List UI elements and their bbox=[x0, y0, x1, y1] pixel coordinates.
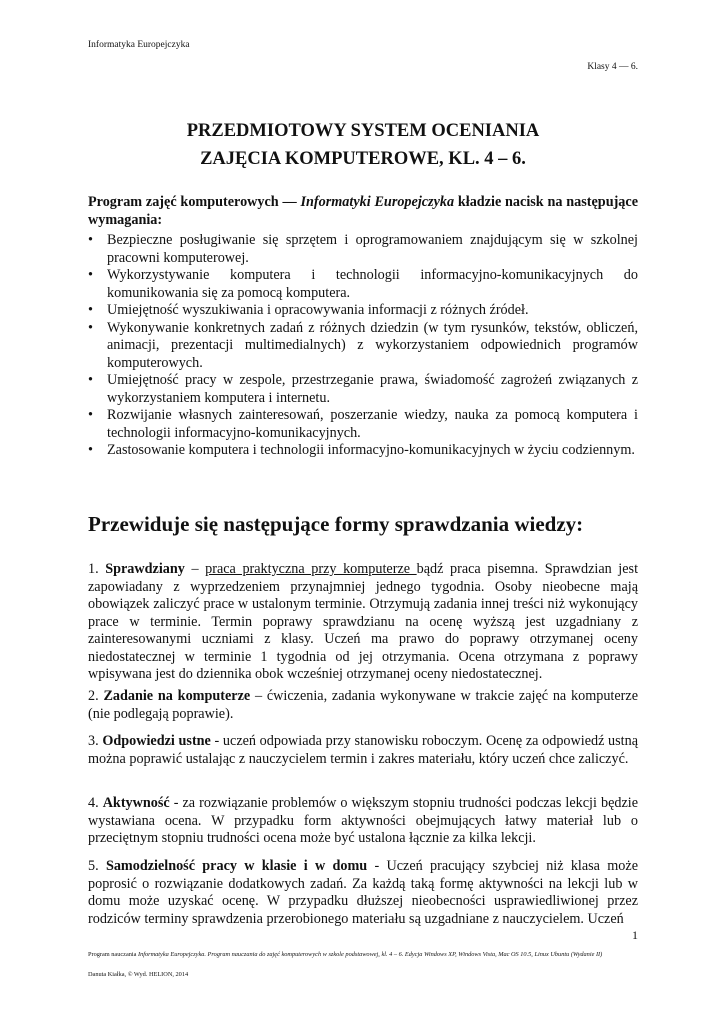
section-heading: Przewiduje się następujące formy sprawdzania wiedzy: bbox=[88, 512, 584, 536]
list-item-text: Bezpieczne posługiwanie się sprzętem i oprogramowaniem znajdującym się w szkolnej pracowni komputerowej. bbox=[107, 232, 638, 266]
document-title: PRZEDMIOTOWY SYSTEM OCENIANIA bbox=[186, 121, 540, 141]
form-number: 1. bbox=[88, 561, 106, 577]
intro-text-a: Program zajęć komputerowych — bbox=[88, 194, 301, 210]
requirements-list bbox=[88, 232, 638, 460]
form-emphasis: praca praktyczna przy komputerze bbox=[205, 561, 417, 577]
form-number: 4. bbox=[88, 795, 103, 811]
bullet-icon: • bbox=[88, 442, 93, 458]
form-paragraph-independence bbox=[88, 858, 638, 928]
intro-text-b: kładzie nacisk na następujące wymagania: bbox=[88, 194, 638, 228]
form-number: 2. bbox=[88, 688, 104, 704]
form-name: Odpowiedzi ustne bbox=[102, 733, 211, 749]
form-description: - za rozwiązanie problemów o większym stopniu trudności podczas lekcji będzie wystawiana ocena. W przypadku form aktywności obejmujących łatwy materiał lub o przeciętnym stopniu trudności ocena może być ustalona łącznie za kilka lekcji. bbox=[88, 795, 638, 846]
running-header-left: Informatyka Europejczyka bbox=[88, 40, 190, 50]
form-paragraph-tests bbox=[88, 561, 638, 684]
list-item bbox=[88, 267, 638, 302]
page-number: 1 bbox=[632, 928, 638, 942]
form-name: Samodzielność pracy w klasie i w domu bbox=[105, 858, 368, 874]
bullet-icon: • bbox=[88, 267, 93, 283]
list-item bbox=[88, 232, 638, 267]
form-description: - Uczeń pracujący szybciej niż klasa może poprosić o rozwiązanie dodatkowych zadań. Za każdą taką formę aktywności na lekcji lub w domu może uzyskać ocenę. W przypadku dłuższej nieobecności usprawiedliwionej przez rodziców terminy sprawdzenia przerobionego materiału są uzgadniane z nauczycielem. Uczeń bbox=[88, 858, 638, 927]
list-item-text: Rozwijanie własnych zainteresowań, poszerzanie wiedzy, nauka za pomocą komputera i technologii informacyjno-komunikacyjnych. bbox=[107, 407, 638, 441]
footer-source-prefix: Program nauczania bbox=[88, 951, 139, 958]
form-number: 3. bbox=[88, 733, 103, 749]
list-item-text: Wykonywanie konkretnych zadań z różnych dziedzin (w tym rysunków, tekstów, obliczeń, animacji, prezentacji multimedialnych) z wykorzystaniem odpowiednich programów komputerowych. bbox=[107, 319, 638, 371]
form-name: Sprawdziany bbox=[105, 561, 185, 577]
footer-source-title: Informatyka Europejczyka. Program nauczania do zajęć komputerowych w szkole podstawowej, kl. 4 – 6. Edycja Windows XP, Windows Vista, Mac OS 10.5, Linux Ubuntu (Wydanie II) bbox=[138, 951, 603, 958]
requirements-intro bbox=[88, 194, 638, 229]
list-item bbox=[88, 442, 638, 460]
bullet-icon: • bbox=[88, 372, 93, 388]
list-item-text: Wykorzystywanie komputera i technologii informacyjno-komunikacyjnych do komunikowania się za pomocą komputera. bbox=[107, 267, 638, 301]
form-paragraph-oral-answers bbox=[88, 733, 638, 768]
running-header-right: Klasy 4 — 6. bbox=[587, 62, 638, 72]
form-dash: – bbox=[184, 561, 206, 577]
form-description: – ćwiczenia, zadania wykonywane w trakcie zajęć na komputerze (nie podlegają poprawie). bbox=[88, 688, 638, 722]
form-description: bądź praca pisemna. Sprawdzian jest zapowiadany z wyprzedzeniem przynajmniej jednego tygodnia. Osoby nieobecne mają obowiązek zaliczyć prace w ustalonym terminie. Otrzymują zadania innej treści niż wykonujący prace w terminie. Termin poprawy sprawdzianu na ocenę wyższą jest uzgadniany z zainteresowanymi uczniami z klasy. Uczeń ma prawo do poprawy otrzymanej oceny niedostatecznej w terminie 1 tygodnia od jej otrzymania. Ocena otrzymana z poprawy wpisywana jest do dziennika obok wcześniej otrzymanej oceny niedostatecznej. bbox=[88, 561, 639, 682]
form-number: 5. bbox=[88, 858, 106, 874]
list-item bbox=[88, 372, 638, 407]
form-name: Aktywność bbox=[102, 795, 170, 811]
form-description: - uczeń odpowiada przy stanowisku roboczym. Ocenę za odpowiedź ustną można poprawić ustalając z nauczycielem termin i zakres materiału, który uczeń chce zaliczyć. bbox=[88, 733, 639, 767]
footer-copyright: Danuta Kiałka, © Wyd. HELION, 2014 bbox=[88, 971, 189, 978]
bullet-icon: • bbox=[88, 302, 93, 318]
bullet-icon: • bbox=[88, 319, 93, 336]
list-item bbox=[88, 407, 638, 442]
list-item-text: Umiejętność wyszukiwania i opracowywania informacji z różnych źródeł. bbox=[107, 302, 529, 318]
form-paragraph-computer-task bbox=[88, 688, 638, 723]
form-paragraph-activity bbox=[88, 795, 638, 848]
list-item bbox=[88, 302, 638, 320]
footer-source bbox=[88, 951, 602, 958]
list-item-text: Zastosowanie komputera i technologii informacyjno-komunikacyjnych w życiu codziennym. bbox=[107, 442, 635, 458]
list-item-text: Umiejętność pracy w zespole, przestrzeganie prawa, świadomość zagrożeń związanych z wykorzystaniem komputera i internetu. bbox=[107, 372, 638, 406]
document-subtitle: ZAJĘCIA KOMPUTEROWE, KL. 4 – 6. bbox=[200, 149, 526, 169]
form-name: Zadanie na komputerze bbox=[103, 688, 251, 704]
list-item bbox=[88, 320, 638, 373]
bullet-icon: • bbox=[88, 232, 93, 248]
bullet-icon: • bbox=[88, 407, 93, 423]
intro-program-name: Informatyki Europejczyka bbox=[300, 194, 455, 210]
